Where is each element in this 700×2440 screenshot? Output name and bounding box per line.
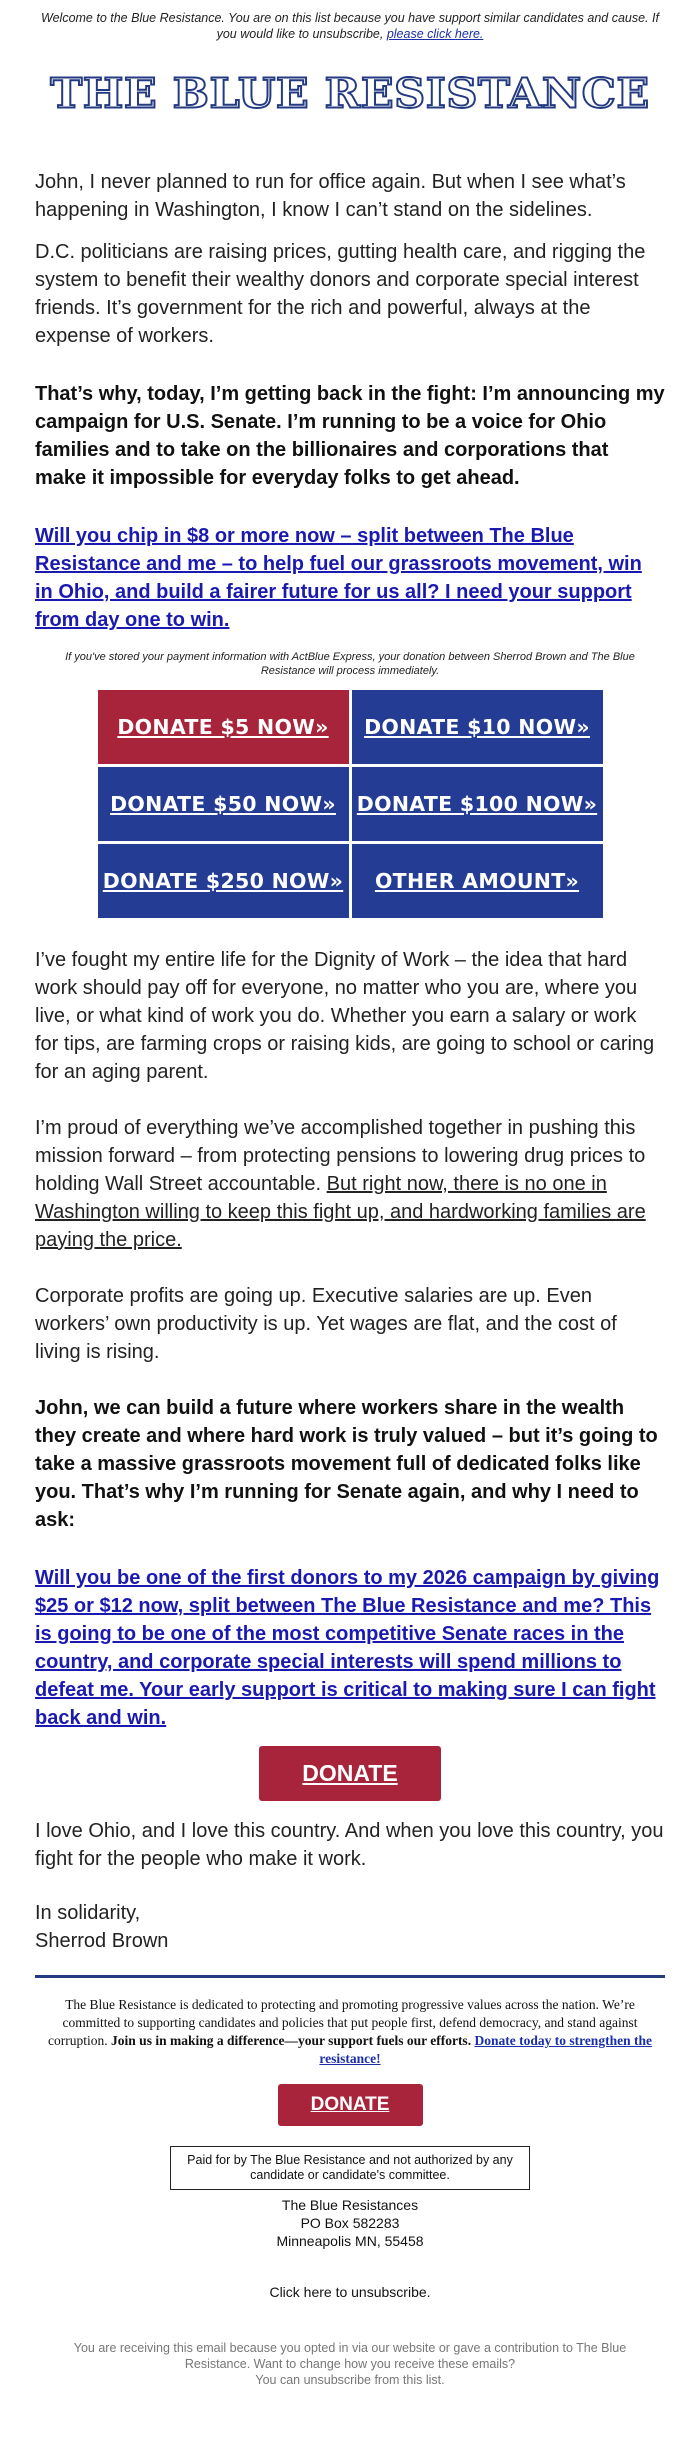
footer-donate-link[interactable]: Donate today to strengthen the resistance! <box>319 2033 652 2066</box>
paragraph-proud-underlined: But right now, there is no one in Washington willing to keep this fight up, and hardworking families are paying the price. <box>35 1173 646 1251</box>
paragraph-announcement: That’s why, today, I’m getting back in the fight: I’m announcing my campaign for U.S. Senate. I’m running to be a voice for Ohio families and to take on the billionaires and corporations that make it impossible for everyday folks to get ahead. <box>35 383 665 489</box>
donation-appeal-link-2[interactable]: Will you be one of the first donors to my 2026 campaign by giving $25 or $12 now, split between The Blue Resistance and me? This is going to be one of the most competitive Senate races in the country, and corporate special interests will spend millions to defeat me. Your early support is critical to making sure I can fight back and win. <box>35 1567 660 1729</box>
address-line-1: The Blue Resistances <box>281 2197 419 2213</box>
address-line-3: Minneapolis MN, 55458 <box>276 2233 424 2249</box>
donation-appeal-1 <box>35 522 665 634</box>
donate-other-amount-button[interactable]: OTHER AMOUNT» <box>352 844 603 918</box>
mailing-address <box>0 2196 700 2250</box>
closing <box>0 1817 700 1955</box>
footer-mission <box>0 1996 700 2068</box>
donation-appeal-link-1[interactable]: Will you chip in $8 or more now – split between The Blue Resistance and me – to help fuel our grassroots movement, win in Ohio, and build a fairer future for us all? I need your support from day one to win. <box>35 525 642 631</box>
paragraph-politicians: D.C. politicians are raising prices, gutting health care, and rigging the system to benefit their wealthy donors and corporate special interest friends. It’s government for the rich and powerful, always at the expense of workers. <box>35 241 646 347</box>
paragraph-intro: John, I never planned to run for office again. But when I see what’s happening in Washington, I know I can’t stand on the sidelines. <box>35 171 626 221</box>
paragraph-proud-text: I’m proud of everything we’ve accomplished together in pushing this mission forward – from protecting pensions to lowering drug prices to holding Wall Street accountable. <box>35 1117 646 1195</box>
signature: Sherrod Brown <box>35 1930 169 1952</box>
paid-for-disclaimer: Paid for by The Blue Resistance and not authorized by any candidate or candidate's committee. <box>170 2146 530 2190</box>
donation-appeal-2 <box>35 1564 665 1732</box>
bottom-unsubscribe-text[interactable]: You can unsubscribe from this list. <box>255 2373 445 2387</box>
signoff: In solidarity, <box>35 1902 141 1924</box>
footer-mission-text: The Blue Resistance is dedicated to protecting and promoting progressive values across the nation. We’re committed to supporting candidates and policies that put people first, defend democracy, and stand against corruption. <box>48 1997 638 2048</box>
preheader <box>0 0 700 42</box>
preheader-unsubscribe-link[interactable]: please click here. <box>386 27 484 41</box>
footer-mission-bold: Join us in making a difference—your support fuels our efforts. <box>111 2033 475 2048</box>
donation-button-grid <box>98 690 603 918</box>
paragraph-dignity-of-work: I’ve fought my entire life for the Dignity of Work – the idea that hard work should pay off for everyone, no matter who you are, where you live, or what kind of work you do. Whether you earn a salary or work for tips, are farming crops or raising kids, are going to school or caring for an aging parent. <box>35 949 655 1083</box>
donate-5-button[interactable]: DONATE $5 NOW» <box>98 690 349 764</box>
email-body <box>0 168 700 634</box>
address-line-2: PO Box 582283 <box>300 2215 400 2231</box>
paragraph-future: John, we can build a future where workers share in the wealth they create and where hard work is truly valued – but it’s going to take a massive grassroots movement full of dedicated folks like you. That’s why I’m running for Senate again, and why I need to ask: <box>35 1397 658 1531</box>
paragraph-corporate-profits: Corporate profits are going up. Executive salaries are up. Even workers’ own productivity is up. Yet wages are flat, and the cost of living is rising. <box>35 1285 617 1363</box>
bottom-note-text: You are receiving this email because you opted in via our website or gave a contribution to The Blue Resistance. Want to change how you receive these emails? <box>73 2341 627 2371</box>
preheader-text: Welcome to the Blue Resistance. You are on this list because you have support similar candidates and cause. If you would like to unsubscribe, <box>41 11 659 41</box>
donate-100-button[interactable]: DONATE $100 NOW» <box>352 767 603 841</box>
unsubscribe-link[interactable]: Click here to unsubscribe. <box>269 2284 431 2300</box>
paragraph-love-ohio: I love Ohio, and I love this country. And when you love this country, you fight for the people who make it work. <box>35 1820 664 1870</box>
donate-250-button[interactable]: DONATE $250 NOW» <box>98 844 349 918</box>
email-body-continued <box>0 946 700 1732</box>
paragraph-proud <box>35 1114 665 1254</box>
donate-10-button[interactable]: DONATE $10 NOW» <box>352 690 603 764</box>
bottom-note <box>0 2340 700 2388</box>
footer-donate-button[interactable]: DONATE <box>278 2084 423 2126</box>
donate-50-button[interactable]: DONATE $50 NOW» <box>98 767 349 841</box>
donate-button[interactable]: DONATE <box>259 1746 441 1801</box>
logo: THE BLUE RESISTANCE <box>50 70 650 118</box>
actblue-express-note: If you've stored your payment information with ActBlue Express, your donation between Sherrod Brown and The Blue Resistance will process immediately. <box>65 651 635 677</box>
footer-divider <box>35 1975 665 1978</box>
